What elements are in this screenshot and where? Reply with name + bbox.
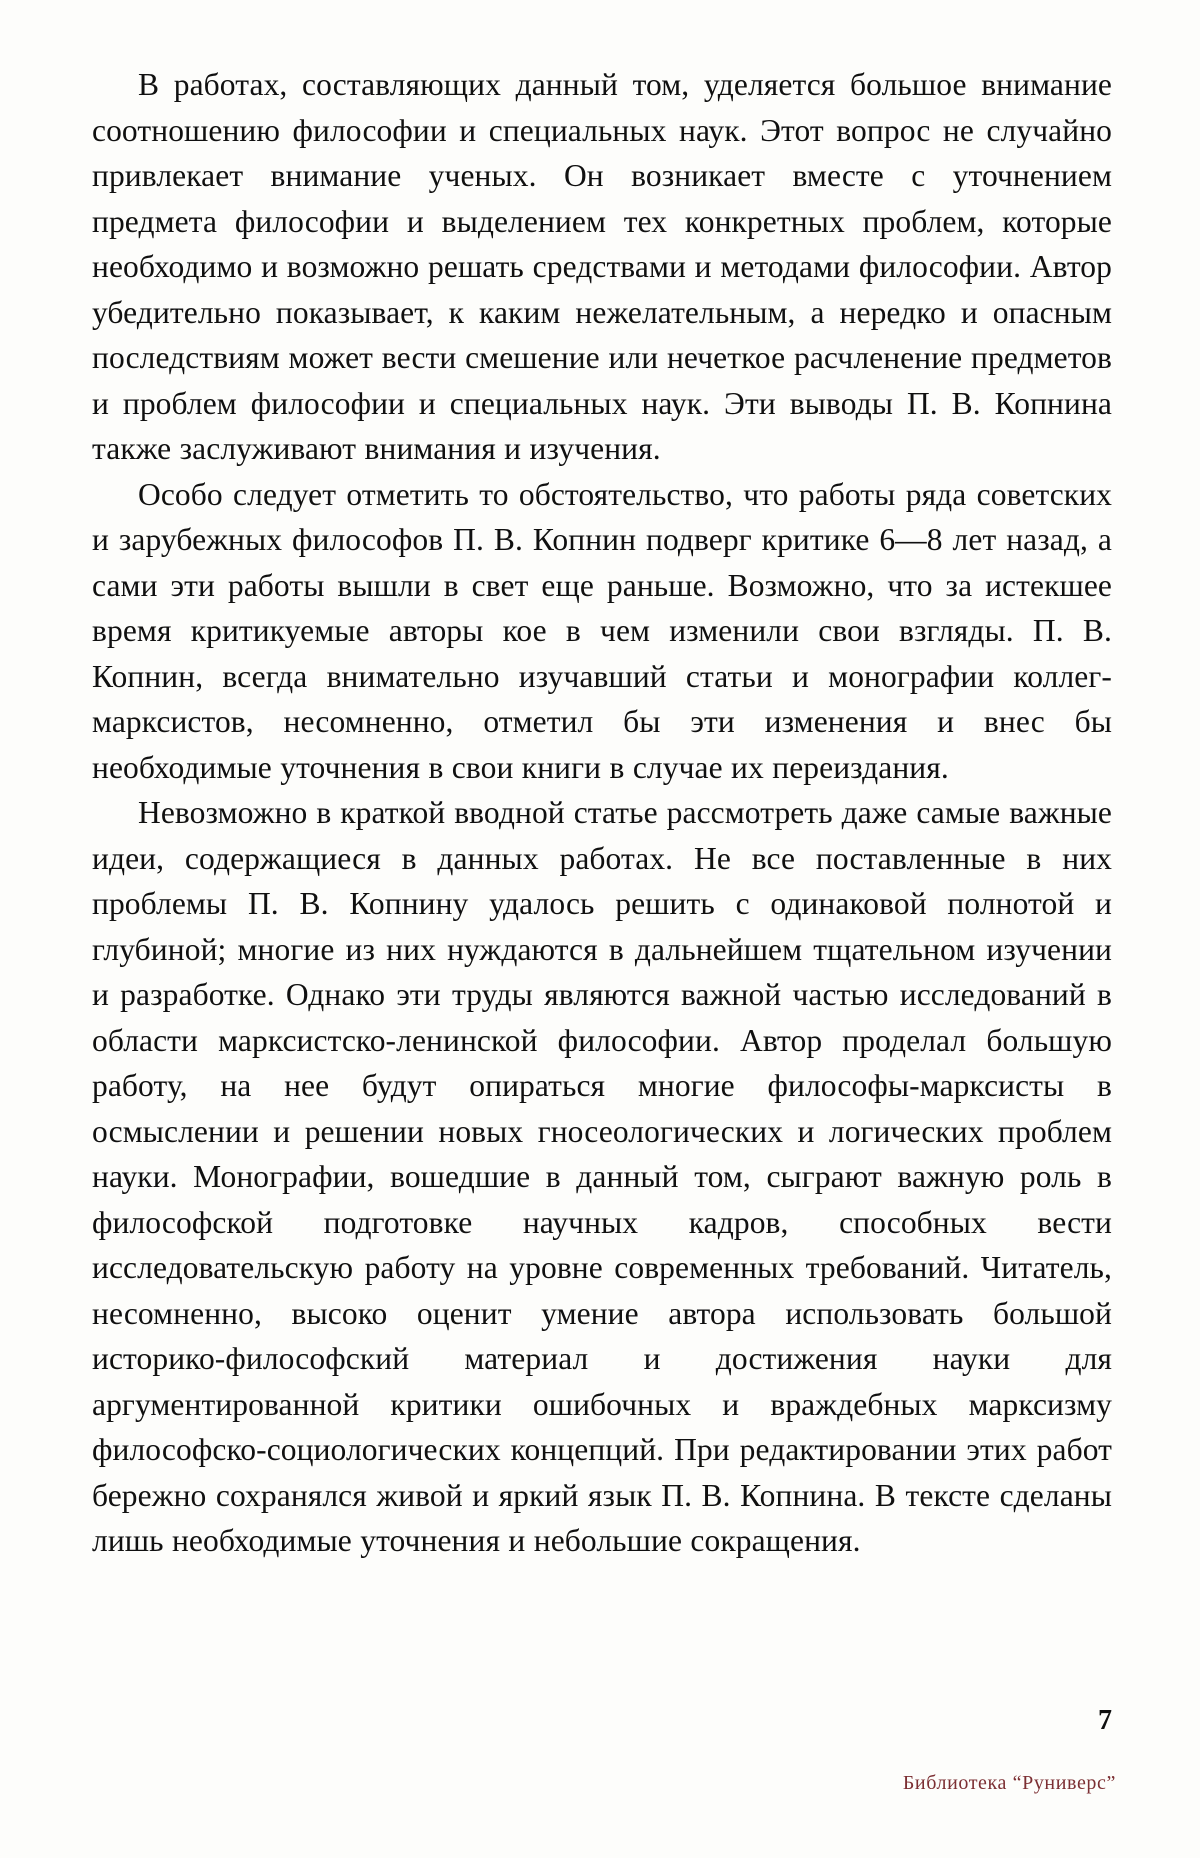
- paragraph: В работах, составляющих данный том, уделяется большое внимание соотношению философии и специальных наук. Этот вопрос не случайно привлекает внимание ученых. Он возникает вместе с уточнением предмета философии и выделением тех конкретных проблем, которые необходимо и возможно решать средствами и методами философии. Автор убедительно показывает, к каким нежелательным, а нередко и опасным последствиям может вести смешение или нечеткое расчленение предметов и проблем философии и специальных наук. Эти выводы П. В. Копнина также заслуживают внимания и изучения.: [92, 67, 1112, 466]
- body-text-column: [92, 62, 1112, 1564]
- page-number: 7: [1098, 1705, 1112, 1736]
- paragraph: Особо следует отметить то обстоятельство, что работы ряда советских и зарубежных философов П. В. Копнин подверг критике 6—8 лет назад, а сами эти работы вышли в свет еще раньше. Возможно, что за истекшее время критикуемые авторы кое в чем изменили свои взгляды. П. В. Копнин, всегда внимательно изучавший статьи и монографии коллег-марксистов, несомненно, отметил бы эти изменения и внес бы необходимые уточнения в свои книги в случае их переиздания.: [92, 476, 1112, 785]
- library-watermark: Библиотека “Руниверс”: [902, 1772, 1116, 1794]
- paragraph: Невозможно в краткой вводной статье рассмотреть даже самые важные идеи, содержащиеся в данных работах. Не все поставленные в них проблемы П. В. Копнину удалось решить с одинаковой полнотой и глубиной; многие из них нуждаются в дальнейшем тщательном изучении и разработке. Однако эти труды являются важной частью исследований в области марксистско-ленинской философии. Автор проделал большую работу, на нее будут опираться многие философы-марксисты в осмыслении и решении новых гносеологических и логических проблем науки. Монографии, вошедшие в данный том, сыграют важную роль в философской подготовке научных кадров, способных вести исследовательскую работу на уровне современных требований. Читатель, несомненно, высоко оценит умение автора использовать большой историко-философский материал и достижения науки для аргументированной критики ошибочных и враждебных марксизму философско-социологических концепций. При редактировании этих работ бережно сохранялся живой и яркий язык П. В. Копнина. В тексте сделаны лишь необходимые уточнения и небольшие сокращения.: [92, 795, 1112, 1558]
